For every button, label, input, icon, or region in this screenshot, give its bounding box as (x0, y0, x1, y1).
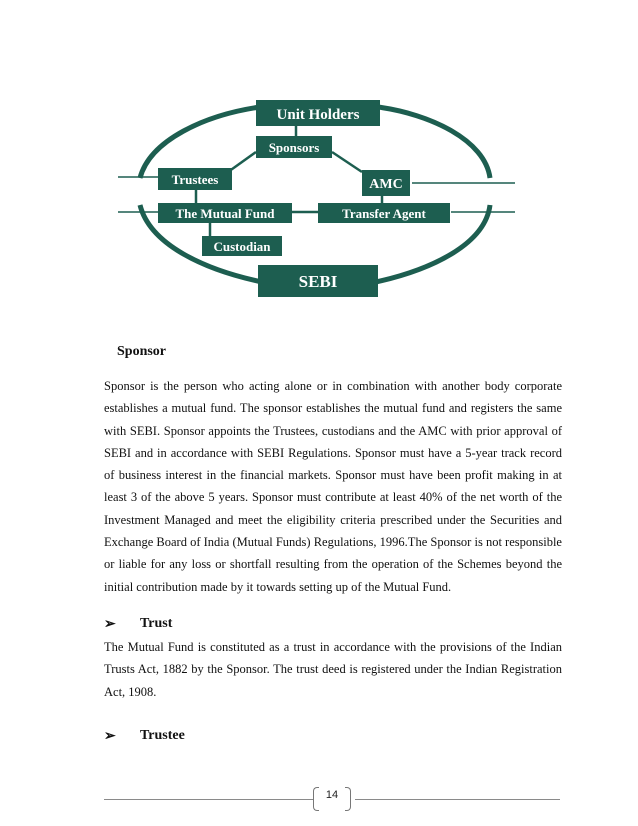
trust-bullet-arrow-icon: ➢ (104, 617, 116, 632)
connector-sponsors-amc (332, 152, 362, 172)
trust-heading: Trust (140, 616, 173, 631)
mutual-fund-label: The Mutual Fund (175, 206, 275, 221)
connector-sponsors-trustees (228, 152, 256, 172)
sponsor-paragraph: Sponsor is the person who acting alone or in combination with another body corporate establishes a mutual fund. The sponsor establishes the mutual fund and registers the same with SEBI. Sponsor appoints the Trustees, custodians and the AMC with prior approval of SEBI and in accordance with SEBI Regulations. Sponsor must have a 5-year track record of business interest in the financial markets. Sponsor must have been profit making in at least 3 of the above 5 years. Sponsor must contribute at least 40% of the net worth of the Investment Managed and meet the eligibility criteria prescribed under the Securities and Exchange Board of India (Mutual Funds) Regulations, 1996.The Sponsor is not responsible or liable for any loss or shortfall resulting from the operation of the Schemes beyond the initial contribution made by it towards setting up of the Mutual Fund. (104, 379, 562, 594)
sponsor-heading: Sponsor (117, 344, 167, 359)
custodian-label: Custodian (213, 239, 271, 254)
trust-paragraph: The Mutual Fund is constituted as a trust in accordance with the provisions of the Indian Trusts Act, 1882 by the Sponsor. The trust deed is registered under the Indian Registration Act, 1908. (104, 640, 562, 699)
trustees-label: Trustees (171, 172, 219, 187)
sponsors-label: Sponsors (268, 140, 320, 155)
footer-line-right (355, 799, 560, 800)
page-number-bracket-left (313, 787, 319, 811)
ellipse-top-left-arc (140, 107, 260, 178)
page-number: 14 (325, 789, 339, 801)
unit-holders-label: Unit Holders (276, 107, 360, 123)
amc-label: AMC (369, 177, 403, 192)
trustee-bullet-arrow-icon: ➢ (104, 729, 116, 744)
ellipse-top-right-arc (378, 107, 490, 178)
footer-line-left (104, 799, 314, 800)
mutual-fund-structure-diagram (0, 0, 638, 330)
trustee-heading: Trustee (140, 728, 185, 743)
page-number-bracket-right (345, 787, 351, 811)
sebi-label: SEBI (298, 272, 338, 291)
transfer-agent-label: Transfer Agent (342, 206, 426, 221)
